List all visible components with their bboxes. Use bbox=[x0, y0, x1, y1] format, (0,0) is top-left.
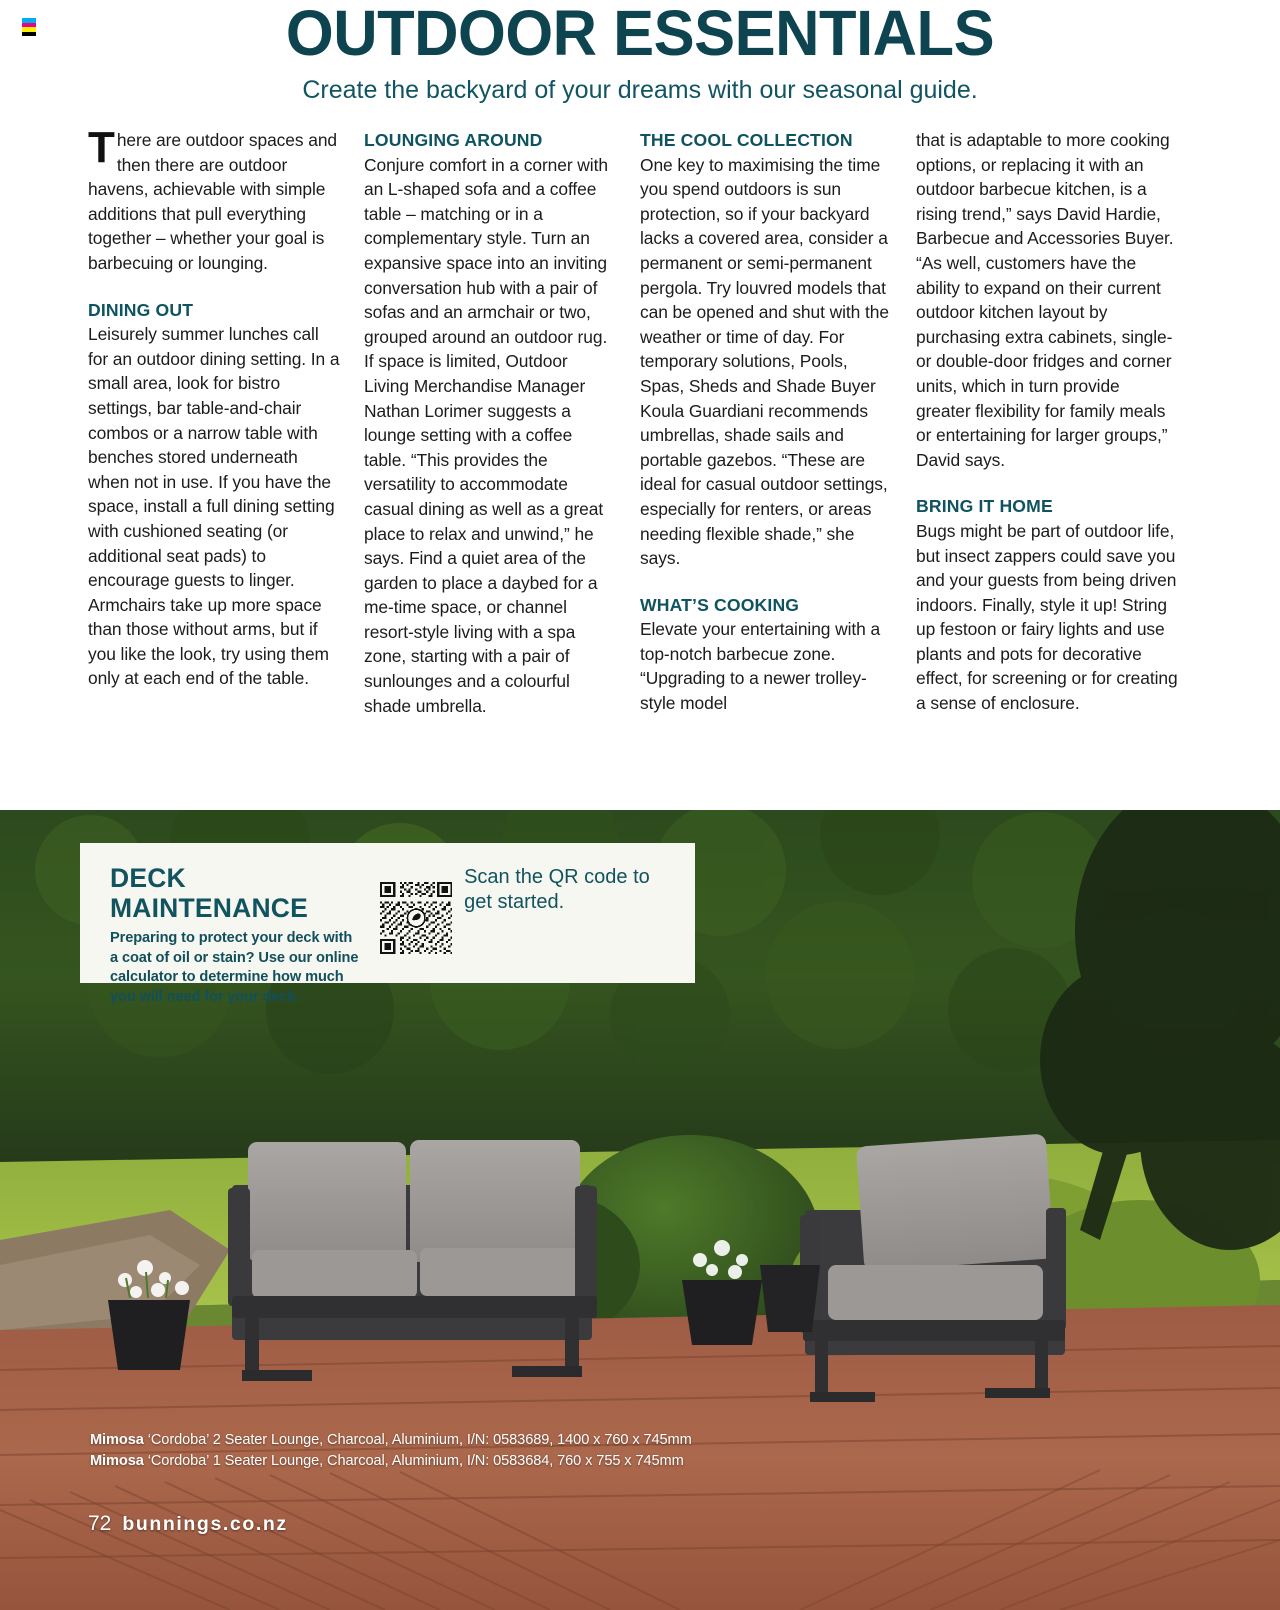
caption-brand: Mimosa bbox=[90, 1452, 144, 1469]
article-paragraph bbox=[88, 123, 340, 276]
deck-card-body: Preparing to protect your deck with a coat of oil or stain? Use our online calculator to determine how much you will need for your deck. bbox=[110, 930, 359, 1005]
scan-instruction: Scan the QR code to get started. bbox=[464, 866, 650, 913]
section-heading: WHAT’S COOKING bbox=[640, 594, 800, 615]
article-paragraph: Bugs might be part of outdoor life, but insect zappers could save you and your guests from being driven indoors. Finally, style it up! String up festoon or fairy lights and use plants and pots for decorative effect, for screening or for creating a sense of enclosure. bbox=[916, 520, 1178, 714]
caption-line bbox=[90, 1451, 850, 1472]
section-heading: DINING OUT bbox=[88, 299, 194, 320]
article-paragraph: Elevate your entertaining with a top-notch barbecue zone. “Upgrading to a newer trolley-style model bbox=[640, 619, 881, 714]
section-heading: THE COOL COLLECTION bbox=[640, 130, 853, 150]
drop-cap: T bbox=[88, 123, 115, 172]
article-paragraph: Leisurely summer lunches call for an outdoor dining setting. In a small area, look for bistro settings, bar table-and-chair combos or a narrow table with benches stored underneath when not in use. If you have the space, install a full dining setting with cushioned seating (or additional seat pads) to encourage guests to linger. Armchairs take up more space than those without arms, but if you like the look, try using them only at each end of the table. bbox=[88, 324, 340, 689]
page-title: OUTDOOR ESSENTIALS bbox=[285, 0, 995, 69]
page-number: 72 bbox=[88, 1512, 112, 1535]
caption-line bbox=[90, 1430, 850, 1451]
deck-card-title: DECK MAINTENANCE bbox=[110, 863, 308, 923]
section-heading: LOUNGING AROUND bbox=[364, 130, 543, 150]
article-paragraph: Conjure comfort in a corner with an L-shaped sofa and a coffee table – matching or in a complementary style. Turn an expansive space into an inviting conversation hub with a pair of sofas and an armchair or two, grouped around an outdoor rug. If space is limited, Outdoor Living Merchandise Manager Nathan Lorimer suggests a lounge setting with a coffee table. “This provides the versatility to accommodate casual dining as well as a great place to relax and unwind,” he says. Find a quiet area of the garden to place a daybed for a me-time space, or channel resort-style living with a spa zone, starting with a pair of sunlounges and a colourful shade umbrella. bbox=[364, 154, 608, 716]
caption-description: ‘Cordoba’ 2 Seater Lounge, Charcoal, Aluminium, I/N: 0583689, 1400 x 760 x 745mm bbox=[147, 1432, 692, 1448]
article-column-3 bbox=[640, 128, 892, 718]
page-footer bbox=[88, 1512, 288, 1536]
deck-card-text bbox=[110, 863, 362, 1005]
caption-brand: Mimosa bbox=[90, 1432, 144, 1448]
website-url[interactable]: bunnings.co.nz bbox=[122, 1513, 288, 1535]
article-column-4 bbox=[916, 128, 1178, 718]
section-heading: BRING IT HOME bbox=[916, 496, 1053, 517]
article-paragraph: One key to maximising the time you spend outdoors is sun protection, so if your backyard lacks a covered area, consider a permanent or semi-permanent pergola. Try louvred models that can be opened and shut with the weather or time of day. For temporary solutions, Pools, Spas, Sheds and Shade Buyer Koula Guardiani recommends umbrellas, shade sails and portable gazebos. “These are ideal for casual outdoor settings, especially for renters, or areas needing flexible shade,” she says. bbox=[640, 154, 889, 569]
deck-maintenance-card bbox=[80, 843, 695, 1005]
article-column-2 bbox=[364, 128, 616, 718]
paragraph-text: here are outdoor spaces and then there are outdoor havens, achievable with simple additions that pull everything together – whether your goal is barbecuing or lounging. bbox=[88, 130, 338, 273]
product-captions bbox=[90, 1430, 850, 1471]
caption-description: ‘Cordoba’ 1 Seater Lounge, Charcoal, Aluminium, I/N: 0583684, 760 x 755 x 745mm bbox=[147, 1452, 684, 1469]
article-paragraph: that is adaptable to more cooking options, or replacing it with an outdoor barbecue kitchen, is a rising trend,” says David Hardie, Barbecue and Accessories Buyer. “As well, customers have the ability to expand on their current outdoor kitchen layout by purchasing extra cabinets, single- or double-door fridges and corner units, which in turn provide greater flexibility for family meals or entertaining for larger groups,” David says. bbox=[916, 130, 1174, 470]
article-column-1 bbox=[88, 123, 340, 718]
qr-block[interactable] bbox=[380, 863, 671, 969]
qr-code-icon[interactable] bbox=[380, 867, 452, 969]
page-subtitle: Create the backyard of your dreams with our seasonal guide. bbox=[302, 76, 978, 104]
masthead bbox=[0, 0, 1280, 106]
article-columns bbox=[88, 123, 1186, 718]
